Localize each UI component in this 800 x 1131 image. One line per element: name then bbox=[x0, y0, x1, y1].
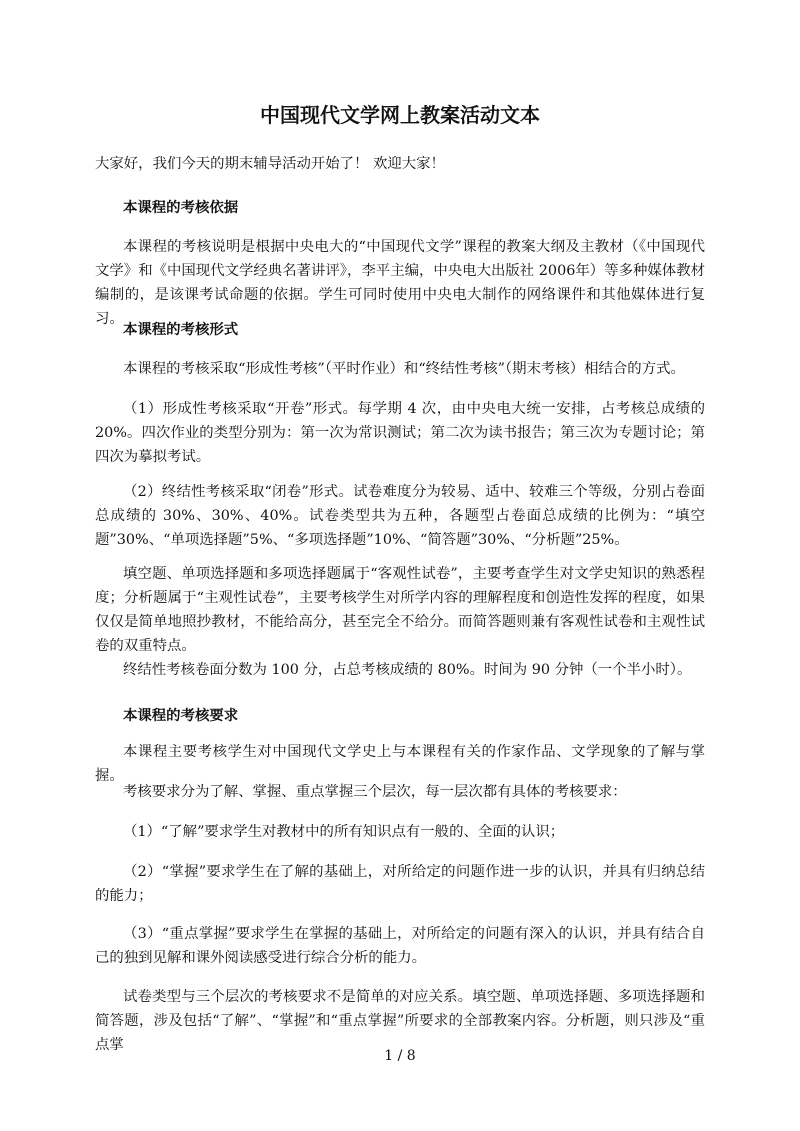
paragraph-level-understand: （1）“了解”要求学生对教材中的所有知识点有一般的、全面的认识； bbox=[123, 824, 565, 840]
section-heading-form: 本课程的考核形式 bbox=[123, 321, 239, 338]
paragraph-levels: 考核要求分为了解、掌握、重点掌握三个层次，每一层次都有具体的考核要求： bbox=[123, 784, 627, 800]
paragraph-form-intro: 本课程的考核采取“形成性考核”（平时作业）和“终结性考核”（期末考核）相结合的方式。 bbox=[123, 361, 685, 377]
paragraph-type-relation: 试卷类型与三个层次的考核要求不是简单的对应关系。填空题、单项选择题、多项选择题和简答题，涉及包括“了解”、“掌握”和“重点掌握”所要求的全部教案内容。分析题，则只涉及“重点掌 bbox=[95, 989, 705, 1053]
paragraph-question-types: 填空题、单项选择题和多项选择题属于“客观性试卷”，主要考查学生对文学史知识的熟悉程度；分析题属于“主观性试卷”，主要考核学生对所学内容的理解程度和创造性发挥的程度，如果仅仅是简单地照抄教材，不能给高分，甚至完全不给分。而简答题则兼有客观性试卷和主观性试卷的双重特点。 bbox=[95, 566, 705, 654]
greeting-paragraph: 大家好，我们今天的期末辅导活动开始了！ 欢迎大家！ bbox=[95, 156, 445, 172]
paragraph-level-master: （2）“掌握”要求学生在了解的基础上，对所给定的问题作进一步的认识，并具有归纳总结的能力； bbox=[95, 864, 705, 904]
paragraph-formative: （1）形成性考核采取“开卷”形式。每学期 4 次，由中央电大统一安排，占考核总成绩的 20%。四次作业的类型分别为：第一次为常识测试；第二次为读书报告；第三次为专题讨论；第四次为摹拟考试。 bbox=[95, 401, 705, 465]
paragraph-level-key-master: （3）“重点掌握”要求学生在掌握的基础上，对所给定的问题有深入的认识，并具有结合自己的独到见解和课外阅读感受进行综合分析的能力。 bbox=[95, 926, 705, 966]
section-heading-basis: 本课程的考核依据 bbox=[123, 199, 239, 216]
paragraph-summative: （2）终结性考核采取“闭卷”形式。试卷难度分为较易、适中、较难三个等级，分别占卷面总成绩的 30%、30%、40%。试卷类型共为五种，各题型占卷面总成绩的比例为：“填空题”30%、“单项选择题”5%、“多项选择题”10%、“简答题”30%、“分析题”25%。 bbox=[95, 484, 705, 548]
document-title: 中国现代文学网上教案活动文本 bbox=[260, 103, 540, 127]
paragraph-requirements-intro: 本课程主要考核学生对中国现代文学史上与本课程有关的作家作品、文学现象的了解与掌握。 bbox=[95, 744, 705, 784]
paragraph-basis: 本课程的考核说明是根据中央电大的“中国现代文学”课程的教案大纲及主教材（《中国现代文学》和《中国现代文学经典名著讲评》，李平主编，中央电大出版社 2006年）等多种媒体教材编制的，是该课考试命题的依据。学生可同时使用中央电大制作的网络课件和其他媒体进行复习。 bbox=[95, 239, 705, 327]
page-number: 1 / 8 bbox=[384, 1048, 416, 1064]
paragraph-score-time: 终结性考核卷面分数为 100 分，占总考核成绩的 80%。时间为 90 分钟（一个半小时）。 bbox=[123, 662, 692, 678]
section-heading-requirements: 本课程的考核要求 bbox=[123, 707, 239, 724]
